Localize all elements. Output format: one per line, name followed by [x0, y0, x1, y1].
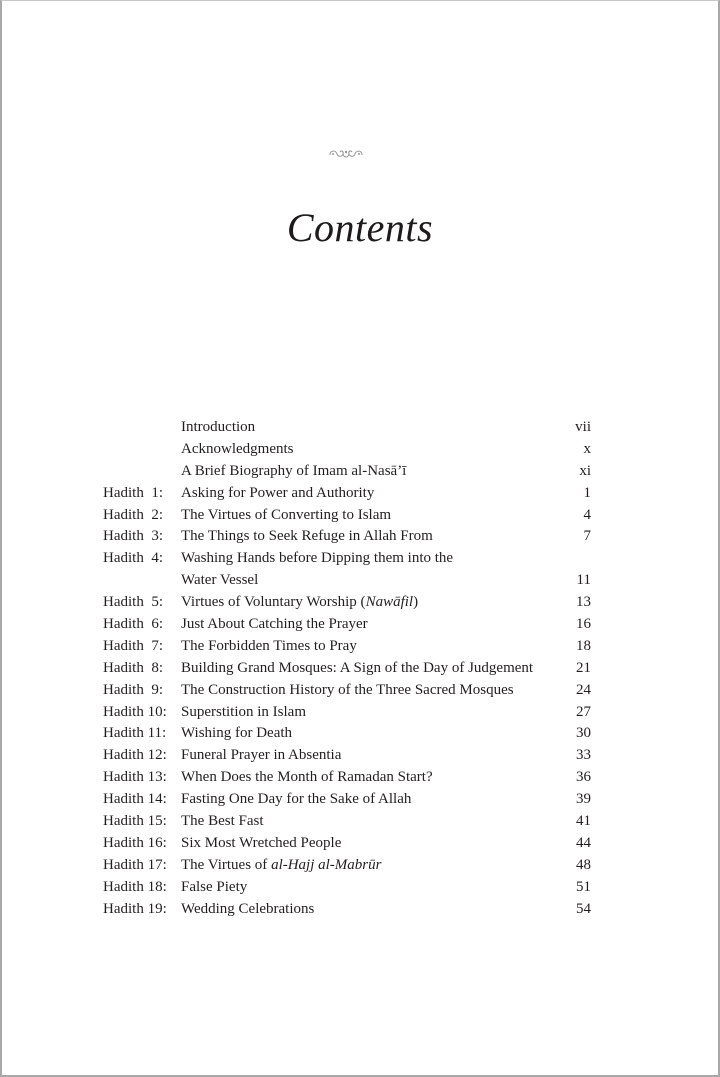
toc-entry-title [181, 702, 306, 724]
title-italic-text: al-Hajj al-Mabrūr [271, 856, 382, 873]
page-number: 44 [576, 834, 591, 851]
title-text: Asking for Power and Authority [181, 484, 375, 501]
page-number: x [583, 440, 591, 457]
title-text: Fasting One Day for the Sake of Allah [181, 791, 412, 808]
title-italic-text: Nawāfil [365, 594, 414, 611]
page-number: 24 [576, 681, 591, 698]
toc-row [103, 767, 591, 789]
hadith-label: Hadith 19: [103, 900, 167, 917]
page-number: 39 [576, 791, 591, 808]
toc-entry-title [181, 461, 406, 483]
toc-row [103, 483, 591, 505]
hadith-label: Hadith 8: [103, 659, 163, 676]
toc-row [103, 702, 591, 724]
title-text: Wishing for Death [181, 725, 293, 742]
title-text: Just About Catching the Prayer [181, 616, 368, 633]
hadith-label: Hadith 15: [103, 813, 167, 830]
hadith-label: Hadith 10: [103, 703, 167, 720]
hadith-label: Hadith 1: [103, 484, 163, 501]
page-number: 18 [576, 637, 591, 654]
toc-entry-title [181, 899, 314, 921]
toc-row [103, 439, 591, 461]
title-text: False Piety [181, 878, 248, 895]
toc-entry-title [181, 723, 292, 745]
toc-row [103, 723, 591, 745]
title-text: Introduction [181, 419, 256, 435]
page-title: Contents [286, 205, 434, 250]
title-text: The Virtues of [181, 856, 272, 873]
toc-entry-title [181, 833, 341, 855]
page-number: 51 [576, 878, 591, 895]
toc-entry-title [181, 658, 533, 680]
toc-entry-title [181, 811, 264, 833]
title-text: Building Grand Mosques: A Sign of the Day of Judgement [181, 659, 534, 676]
page-number: xi [579, 462, 591, 479]
page-number: 4 [583, 506, 591, 523]
toc-entry-title [181, 592, 418, 614]
toc-row [103, 855, 591, 877]
page-number: vii [575, 419, 591, 435]
hadith-label: Hadith 7: [103, 637, 163, 654]
title-text: A Brief Biography of Imam al-Nasā’ī [181, 462, 407, 479]
toc-entry-title [181, 417, 255, 439]
page-number: 16 [576, 616, 591, 633]
toc-row [103, 899, 591, 921]
hadith-label: Hadith 13: [103, 769, 167, 786]
toc-entry-title [181, 767, 433, 789]
page-number: 54 [576, 900, 591, 917]
toc-row [103, 505, 591, 527]
table-of-contents [103, 417, 591, 920]
toc-entry-title [181, 614, 368, 636]
title-after-text: ) [413, 594, 419, 611]
toc-entry-title [181, 789, 411, 811]
toc-entry-title [181, 745, 341, 767]
page-number: 13 [576, 594, 591, 611]
page-number: 27 [576, 703, 591, 720]
toc-entry-title [181, 526, 433, 548]
hadith-label: Hadith 12: [103, 747, 167, 764]
page-number: 21 [576, 659, 591, 676]
toc-entry-title [181, 483, 374, 505]
toc-row [103, 833, 591, 855]
toc-entry-title [181, 877, 247, 899]
title-text: The Construction History of the Three Sacred Mosques [181, 681, 514, 698]
page-number: 11 [576, 572, 591, 589]
hadith-label: Hadith 3: [103, 528, 163, 545]
title-text: The Best Fast [181, 813, 264, 830]
hadith-label: Hadith 14: [103, 791, 167, 808]
page-number: 33 [576, 747, 591, 764]
page-number: 30 [576, 725, 591, 742]
toc-row [103, 636, 591, 658]
title-text: Acknowledgments [181, 440, 294, 457]
title-text: Washing Hands before Dipping them into the [181, 550, 454, 567]
page-number: 48 [576, 856, 591, 873]
flourish-ornament-icon [328, 147, 364, 161]
page-number: 1 [583, 484, 591, 501]
toc-entry-title [181, 636, 357, 658]
toc-entry-title [181, 548, 453, 570]
hadith-label: Hadith 16: [103, 834, 167, 851]
toc-row [103, 614, 591, 636]
title-text: The Things to Seek Refuge in Allah From [181, 528, 433, 545]
toc-row [103, 526, 591, 548]
page-number: 41 [576, 813, 591, 830]
title-text: Superstition in Islam [181, 703, 306, 720]
toc-row [103, 570, 591, 592]
hadith-label: Hadith 18: [103, 878, 167, 895]
hadith-label: Hadith 2: [103, 506, 163, 523]
title-text: Six Most Wretched People [181, 834, 342, 851]
toc-entry-title [181, 570, 258, 592]
title-text: Water Vessel [181, 572, 259, 589]
title-text: Wedding Celebrations [181, 900, 315, 917]
page-number: 7 [583, 528, 591, 545]
hadith-label: Hadith 5: [103, 594, 163, 611]
toc-row [103, 745, 591, 767]
title-text: Virtues of Voluntary Worship ( [181, 594, 366, 611]
title-text: Funeral Prayer in Absentia [181, 747, 342, 764]
toc-entry-title [181, 505, 391, 527]
hadith-label: Hadith 17: [103, 856, 167, 873]
toc-row [103, 548, 591, 570]
page-number: 36 [576, 769, 591, 786]
toc-row [103, 461, 591, 483]
toc-entry-title [181, 680, 514, 702]
toc-row [103, 877, 591, 899]
toc-entry-title [181, 439, 293, 461]
title-text: When Does the Month of Ramadan Start? [181, 769, 433, 786]
toc-row [103, 680, 591, 702]
title-text: The Virtues of Converting to Islam [181, 506, 392, 523]
toc-entry-title [181, 855, 381, 877]
toc-row [103, 789, 591, 811]
toc-row [103, 811, 591, 833]
hadith-label: Hadith 9: [103, 681, 163, 698]
hadith-label: Hadith 6: [103, 616, 163, 633]
hadith-label: Hadith 4: [103, 550, 163, 567]
hadith-label: Hadith 11: [103, 725, 167, 742]
toc-row [103, 417, 591, 439]
title-text: The Forbidden Times to Pray [181, 637, 357, 654]
toc-row [103, 592, 591, 614]
toc-row [103, 658, 591, 680]
